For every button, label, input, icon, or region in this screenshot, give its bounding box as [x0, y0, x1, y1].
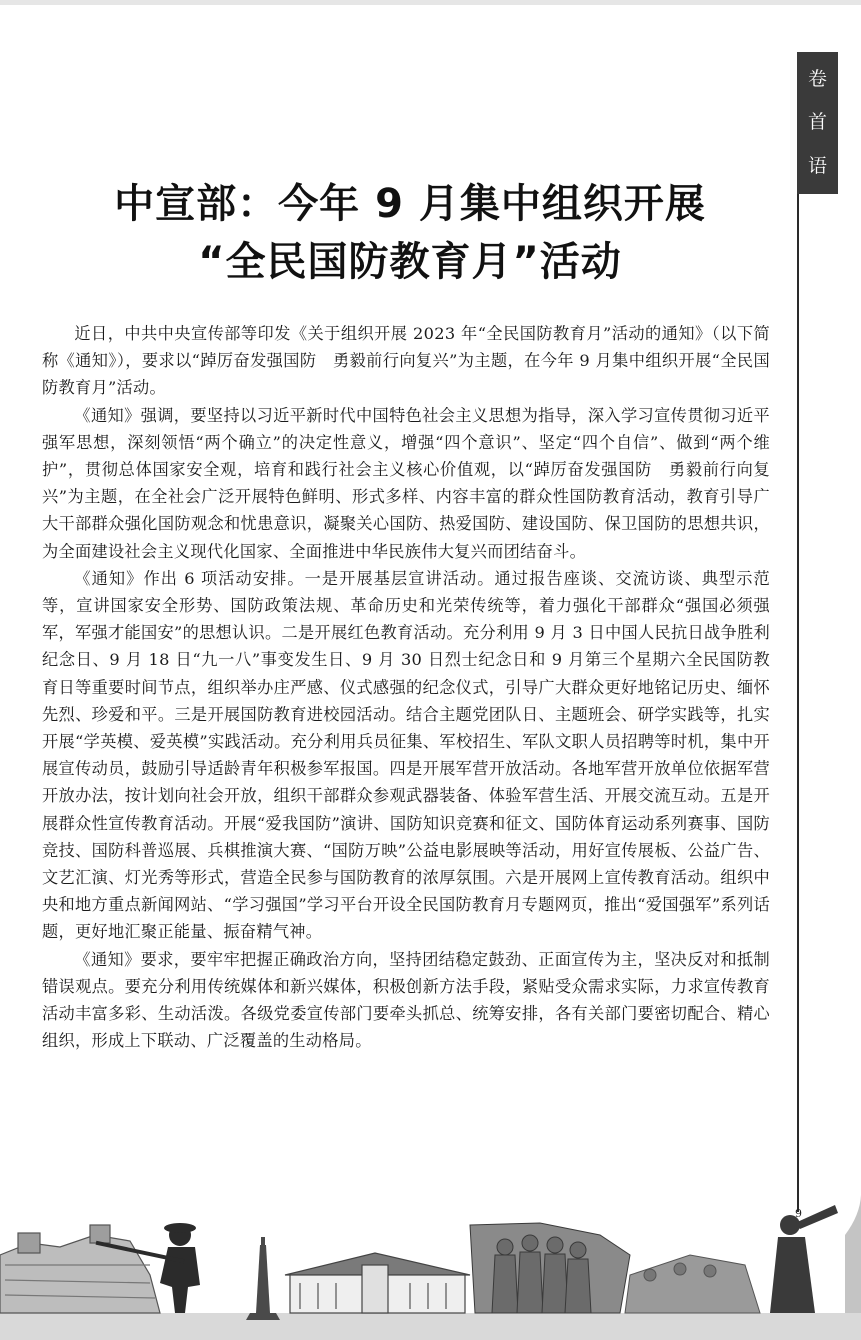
side-rule	[797, 52, 799, 1212]
paragraph: 近日，中共中央宣传部等印发《关于组织开展 2023 年“全民国防教育月”活动的通知》（以下简称《通知》），要求以“踔厉奋发强国防 勇毅前行向复兴”为主题，在今年 9 月集中组织开展“全民国防教育月”活动。	[42, 324, 770, 398]
section-tab-char: 卷	[807, 68, 827, 91]
top-border-strip	[0, 0, 861, 5]
paragraph: 《通知》要求，要牢牢把握正确政治方向，坚持团结稳定鼓劲、正面宣传为主，坚决反对和抵制错误观点。要充分利用传统媒体和新兴媒体，积极创新方法手段，紧贴受众需求实际，力求宣传教育活动丰富多彩、生动活泼。各级党委宣传部门要牵头抓总、统筹安排，各有关部门要密切配合、精心组织，形成上下联动、广泛覆盖的生动格局。	[42, 949, 770, 1051]
relief-sculpture-icon	[625, 1255, 760, 1313]
article-title-line2: “全民国防教育月”活动	[198, 239, 622, 285]
article-title	[60, 175, 760, 291]
monument-tower-icon	[246, 1237, 280, 1320]
article-title-line1: 中宣部：今年 9 月集中组织开展	[114, 181, 706, 227]
historic-montage-illustration	[0, 1195, 861, 1340]
section-tab-char: 语	[807, 154, 827, 177]
bugler-statue-icon	[770, 1205, 838, 1313]
section-tab	[797, 52, 838, 194]
paragraph: 《通知》作出 6 项活动安排。一是开展基层宣讲活动。通过报告座谈、交流访谈、典型示范等，宣讲国家安全形势、国防政策法规、革命历史和光荣传统等，着力强化干部群众“强国必须强军，军强才能国安”的思想认识。二是开展红色教育活动。充分利用 9 月 3 日中国人民抗日战争胜利纪念日、9 月 18 日“九一八”事变发生日、9 月 30 日烈士纪念日和 9 月第三个星期六全民国防教育日等重要时间节点，组织举办庄严感、仪式感强的纪念仪式，引导广大群众更好地铭记历史、缅怀先烈、珍爱和平。三是开展国防教育进校园活动。结合主题党团队日、主题班会、研学实践等，扎实开展“学英模、爱英模”实践活动。充分利用兵员征集、军校招生、军队文职人员招聘等时机，集中开展宣传动员，鼓励引导适龄青年积极参军报国。四是开展军营开放活动。各地军营开放单位依据军营开放办法，按计划向社会开放，组织干部群众参观武器装备、体验军营生活、开展交流互动。五是开展群众性宣传教育活动。开展“爱我国防”演讲、国防知识竞赛和征文、国防体育运动系列赛事、国防竞技、国防科普巡展、兵棋推演大赛、“国防万映”公益电影展映等活动，用好宣传展板、公益广告、文艺汇演、灯光秀等形式，营造全民参与国防教育的浓厚氛围。六是开展网上宣传教育活动。组织中央和地方重点新闻网站、“学习强国”学习平台开设全民国防教育月专题网页，推出“爱国强军”系列话题，更好地汇聚正能量、振奋精气神。	[42, 568, 770, 942]
statue-group-icon	[470, 1223, 630, 1313]
arch-detail-icon	[845, 1195, 861, 1313]
great-wall-icon	[0, 1225, 160, 1313]
paragraph: 《通知》强调，要坚持以习近平新时代中国特色社会主义思想为指导，深入学习宣传贯彻习近平强军思想，深刻领悟“两个确立”的决定性意义，增强“四个意识”、坚定“四个自信”、做到“两个维护”，贯彻总体国家安全观，培育和践行社会主义核心价值观，以“踔厉奋发强国防 勇毅前行向复兴”为主题，在全社会广泛开展特色鲜明、形式多样、内容丰富的群众性国防教育活动，教育引导广大干部群众强化国防观念和忧患意识，凝聚关心国防、热爱国防、建设国防、保卫国防的思想共识，为全面建设社会主义现代化国家、全面推进中华民族伟大复兴而团结奋斗。	[42, 405, 770, 561]
page-number: 9	[795, 1207, 802, 1220]
article-body	[42, 320, 770, 1054]
section-tab-char: 首	[807, 111, 827, 134]
memorial-hall-icon	[285, 1253, 470, 1313]
